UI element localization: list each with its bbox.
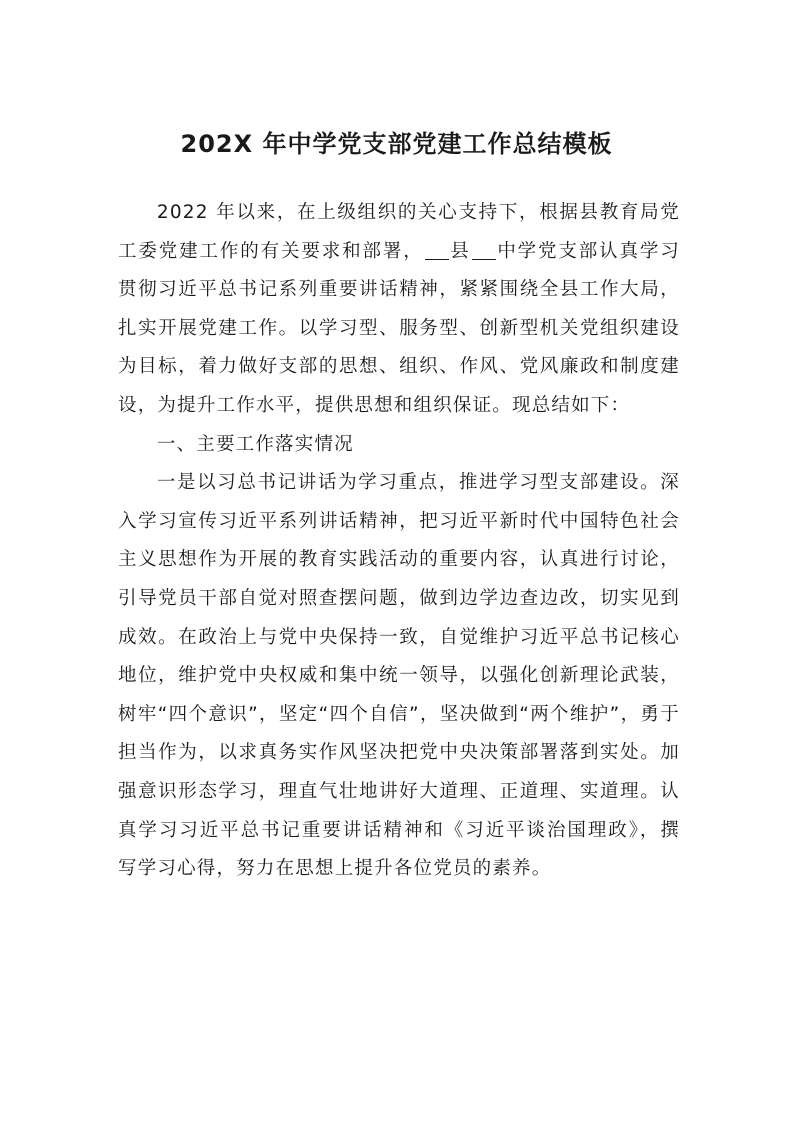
blank-underline-county bbox=[425, 240, 449, 260]
document-body bbox=[118, 194, 680, 889]
intro-paragraph bbox=[118, 194, 680, 426]
section-heading: 一、主要工作落实情况 bbox=[156, 433, 354, 455]
document-title: 202X 年中学党支部党建工作总结模板 bbox=[180, 130, 613, 158]
intro-text-rest: 中学党支部认真学习贯彻习近平总书记系列重要讲话精神，紧紧围绕全县工作大局，扎实开展党建工作。以学习型、服务型、创新型机关党组织建设为目标，着力做好支部的思想、组织、作风、党风廉政和制度建设，为提升工作水平，提供思想和组织保证。现总结如下： bbox=[118, 240, 680, 416]
blank-underline-school bbox=[472, 240, 496, 260]
intro-text-start: 2022 年以来，在上级组织的关心支持下，根据县教育局党工委党建工作的有关要求和部署， bbox=[118, 202, 680, 262]
intro-text-county: 县 bbox=[449, 240, 471, 262]
body-paragraph-1: 一是以习总书记讲话为学习重点，推进学习型支部建设。深入学习宣传习近平系列讲话精神，把习近平新时代中国特色社会主义思想作为开展的教育实践活动的重要内容，认真进行讨论，引导党员干部自觉对照查摆问题，做到边学边查边改，切实见到成效。在政治上与党中央保持一致，自觉维护习近平总书记核心地位，维护党中央权威和集中统一领导，以强化创新理论武装，树牢“四个意识”，坚定“四个自信”，坚决做到“两个维护”，勇于担当作为，以求真务实作风坚决把党中央决策部署落到实处。加强意识形态学习，理直气壮地讲好大道理、正道理、实道理。认真学习习近平总书记重要讲话精神和《习近平谈治国理政》，撰写学习心得，努力在思想上提升各位党员的素养。 bbox=[118, 472, 680, 880]
